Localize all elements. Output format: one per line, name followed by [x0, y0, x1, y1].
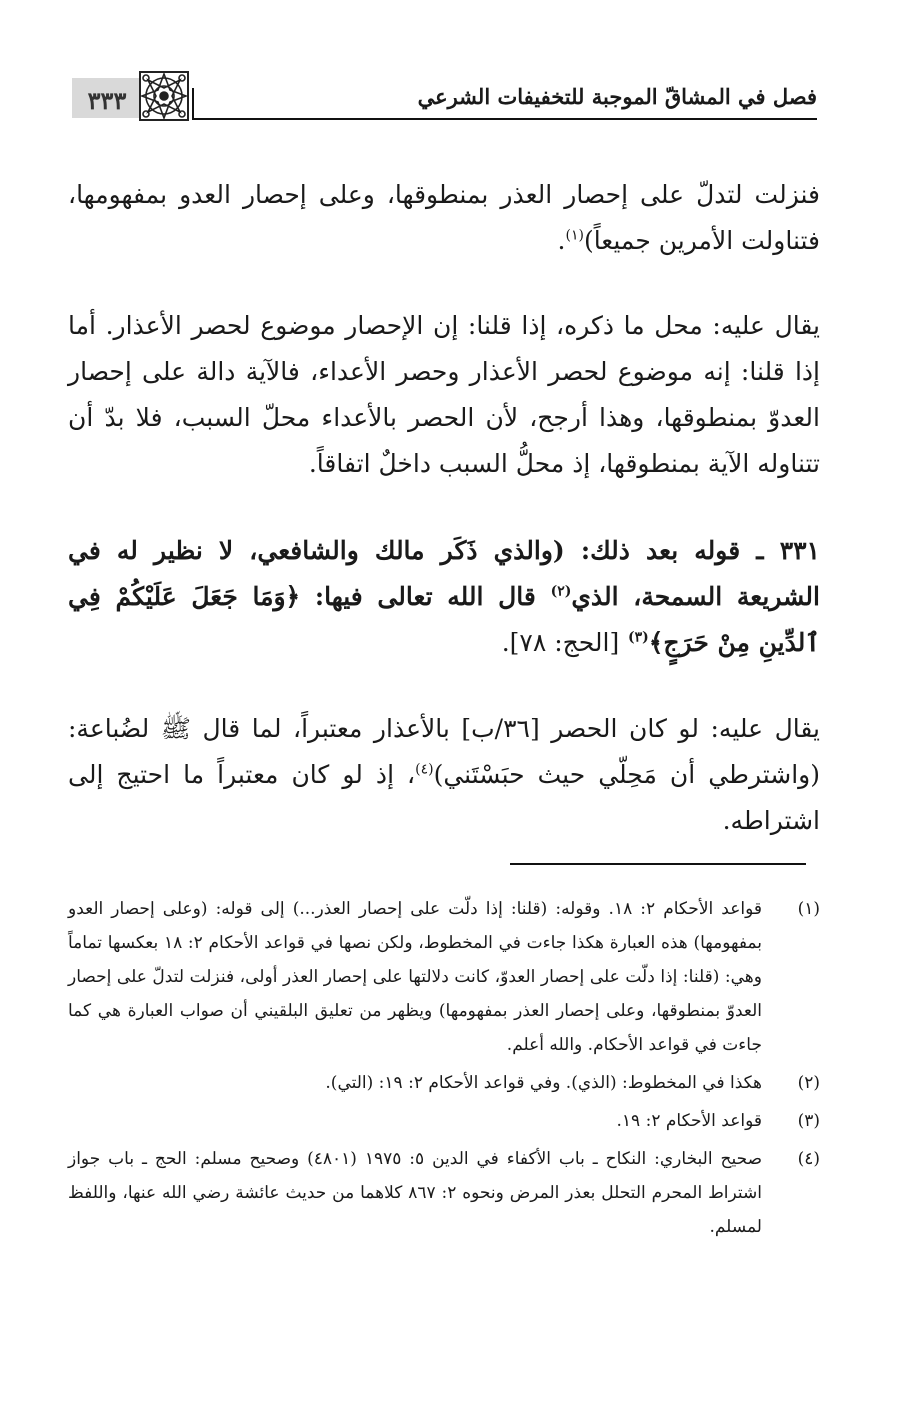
footnote-text: هكذا في المخطوط: (الذي). وفي قواعد الأحكام ٢: ١٩: (التي).: [325, 1073, 762, 1093]
footnote-marker-1: (١): [565, 227, 584, 244]
paragraph-1-text: فنزلت لتدلّ على إحصار العذر بمنطوقها، وعلى إحصار العدو بمفهومها، فتناولت الأمرين جميعاً): [68, 180, 820, 255]
footnote-text: صحيح البخاري: النكاح ـ باب الأكفاء في الدين ٥: ١٩٧٥ (٤٨٠١) وصحيح مسلم: الحج ـ باب جواز اشتراط المحرم التحلل بعذر المرض ونحوه ٢: ٨٦٧ كلاهما من حديث عائشة رضي الله عنها، واللفظ لمسلم.: [68, 1149, 763, 1237]
footnote: [68, 892, 820, 1062]
paragraph-4-text: يقال عليه: لو كان الحصر [٣٦/ب] بالأعذار معتبراً، لما قال ﷺ لضُباعة: (واشترطي أن مَحِلّي حيث حبَسْتَني): [68, 714, 821, 789]
paragraph-4-end: ، إذ لو كان معتبراً ما احتيج إلى اشتراطه.: [68, 760, 820, 835]
paragraph-3-text: ٣٣١ ـ قوله بعد ذلك: (والذي ذَكَر مالك والشافعي، لا نظير له في الشريعة السمحة، الذي: [68, 536, 820, 611]
footnote-number: (٤): [797, 1149, 820, 1169]
paragraph-2: يقال عليه: محل ما ذكره، إذا قلنا: إن الإحصار موضوع لحصر الأعذار. أما إذا قلنا: إنه موضوع لحصر الأعذار وحصر الأعداء، فالآية دالة على إحصار العدوّ بمنطوقها، وهذا أرجح، لأن الحصر بالأعداء محلّ السبب، فلا بدّ أن تتناوله الآية بمنطوقها، إذ محلُّ السبب داخلٌ اتفاقاً.: [68, 311, 820, 478]
footnotes: [68, 892, 820, 1248]
header-divider: [192, 88, 194, 120]
header-rule: [192, 118, 817, 120]
footnote-number: (١): [797, 899, 820, 919]
footnote-text: قواعد الأحكام ٢: ١٨. وقوله: (قلنا: إذا دلّت على إحصار العذر...) إلى قوله: (وعلى إحصار العدو بمفهومها) هذه العبارة هكذا جاءت في المخطوط، ولكن نصها في قواعد الأحكام ٢: ١٨ بعكسها تماماً وهي: (قلنا: إذا دلّت على إحصار العدوّ، كانت دلالتها على إحصار العذر أولى، فنزلت لتدلّ على إحصار العدوّ بمنطوقها، وعلى إحصار العذر بمفهومها) ويظهر من تعليق البلقيني أن صواب العبارة هي كما جاءت في قواعد الأحكام. والله أعلم.: [68, 899, 762, 1055]
footnote-number: (٣): [797, 1111, 820, 1131]
footnote-text: قواعد الأحكام ٢: ١٩.: [616, 1111, 762, 1131]
footnote-separator: [510, 863, 806, 865]
page-number: ٣٣٣: [87, 86, 127, 115]
quran-reference: [الحج: ٧٨].: [501, 628, 620, 657]
footnote: [68, 1142, 820, 1244]
footnote: [68, 1066, 820, 1100]
paragraph-1: [68, 172, 820, 264]
paragraph-3: [68, 528, 820, 666]
running-title: فصل في المشاقّ الموجبة للتخفيفات الشرعي: [417, 84, 817, 109]
ornament-icon: [138, 70, 190, 122]
footnote-marker-2: (٢): [550, 583, 572, 600]
footnote-marker-3: (٣): [627, 629, 649, 646]
footnote-number: (٢): [797, 1073, 820, 1093]
footnote: [68, 1104, 820, 1138]
paragraph-1-end: .: [557, 226, 566, 255]
page-header: [72, 70, 817, 130]
quran-quote: قال الله تعالى فيها: ﴿وَمَا جَعَلَ عَلَيْكُمْ فِي ٱلدِّينِ مِنْ حَرَجٍ﴾: [68, 582, 820, 657]
footnote-marker-4: (٤): [415, 761, 434, 778]
paragraph-4: [68, 706, 820, 844]
